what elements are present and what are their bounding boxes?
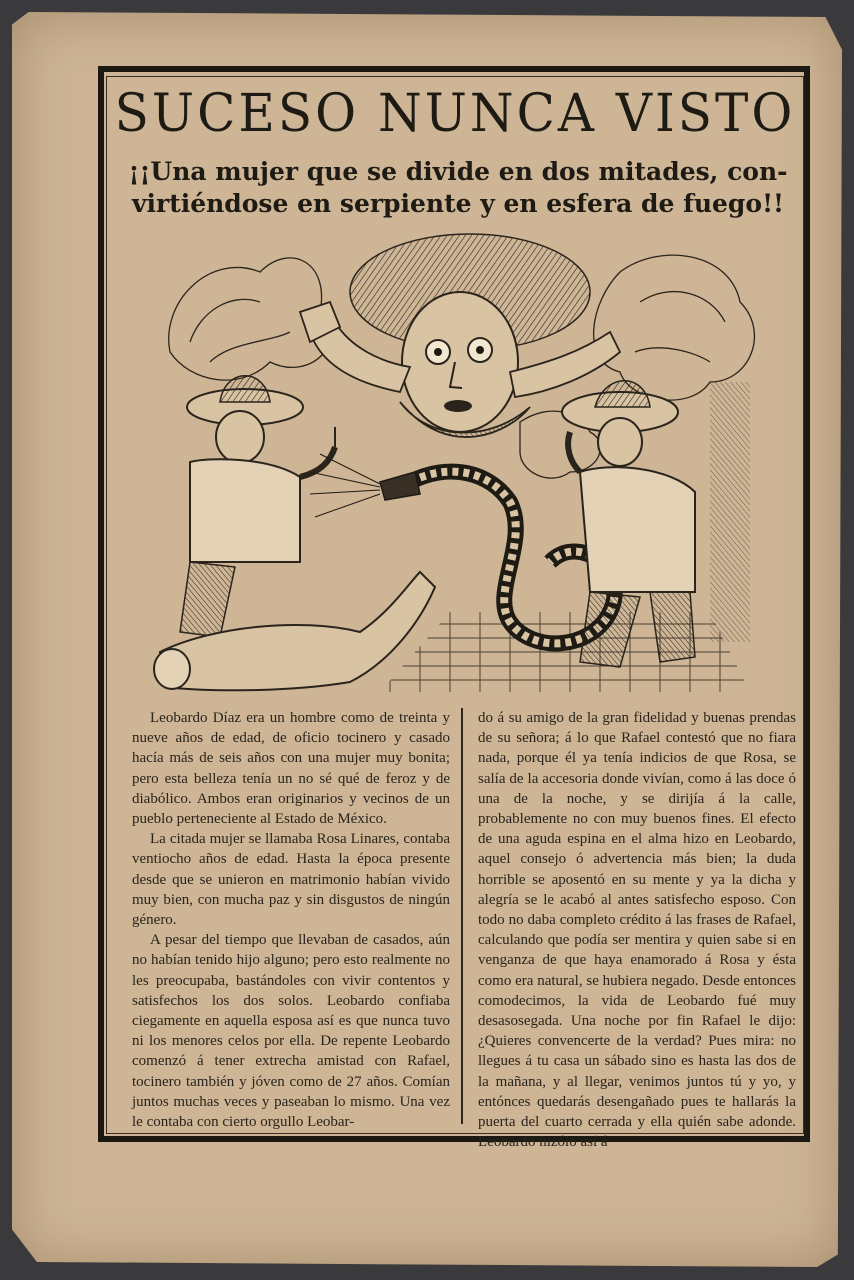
paragraph: Leobardo Díaz era un hombre como de treinta y nueve años de edad, de oficio tocinero y casado hacía más de seis años con una mujer muy bonita; pero esta belleza tenía un no sé qué de feroz y de diabólico. Ambos eran originarios y vecinos de un pueblo perteneciente al Estado de México. — [132, 710, 450, 828]
article-right-column — [478, 708, 796, 1152]
fire-breath — [310, 454, 380, 517]
subtitle — [118, 156, 798, 220]
paragraph: do á su amigo de la gran fidelidad y buenas prendas de su señora; á lo que Rafael contestó que no fiara nada, porque él ya tenía indicios de que Rosa, se salía de la accesoria donde vivían, como á las doce ó una de la noche, y se dirijía á la calle, probablemente no con muy buenos fines. El efecto de una aguda espina en el alma hizo en Leobardo, aquel consejo ó advertencia más bien; la duda horrible se aposentó en su mente y ya la dicha y alegría se le acabó al antes satisfecho esposo. Con todo no daba completo crédito á las frases de Rafael, calculando que podía ser mentira y quien sabe si en venganza de que haya enamorado á Rosa y ésta como era natural, se hubiera negado. Desde entonces comodecimos, la vida de Leobardo fué muy desasosegada. Una noche por fin Rafael le dijo: ¿Quieres convencerte de la verdad? Pues mira: no llegues á tu casa un sábado sino es hasta las dos de la mañana, y al llegar, venimos juntos tú y yo, y entónces quedarás desengañado pues te hallarás la puerta del cuarto cerrada y ella quién sabe adonde. Leobardo hizólo así á — [478, 710, 796, 1151]
paragraph: La citada mujer se llamaba Rosa Linares, contaba ventiocho años de edad. Hasta la época presente desde que se unieron en matrimonio habían vivido muy bien, con mucha paz y sin disgustos de ningún género. — [132, 831, 450, 929]
wall-shading — [710, 382, 750, 642]
left-man — [180, 376, 335, 637]
paragraph: A pesar del tiempo que llevaban de casados, aún no habían tenido hijo alguno; pero esto realmente no les preocupaba, bastándoles con vivir contentos y satisfechos los dos solos. Leobardo confiaba ciegamente en aquella esposa así es que nunca tuvo ni los menores celos por ella. De repente Leobardo comenzó á tener extrecha amistad con Rafael, tocinero también y jóven como de 27 años. Comían juntos muchas veces y paseaban lo mismo. Una vez le contaba con cierto orgullo Leobar- — [132, 932, 450, 1131]
subtitle-line-1: ¡¡Una mujer que se divide en dos mitades, con- — [128, 157, 788, 186]
subtitle-line-2: virtiéndose en serpiente y en esfera de fuego!! — [131, 189, 785, 218]
column-divider — [461, 708, 463, 1124]
woman-head — [350, 234, 590, 432]
article-left-column — [132, 708, 450, 1132]
engraving-illustration — [150, 232, 762, 696]
page-title: SUCESO NUNCA VISTO — [114, 82, 796, 144]
